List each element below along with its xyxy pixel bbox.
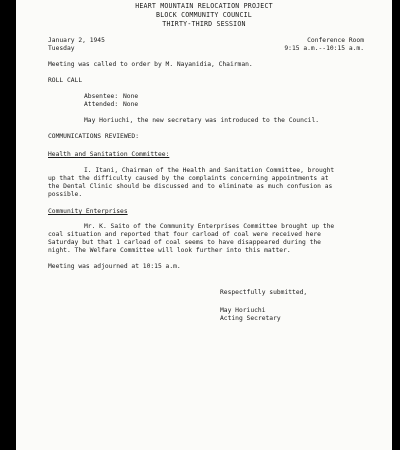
introduction-text: May Horiuchi, the new secretary was introduced to the Council. (84, 117, 320, 124)
community-paragraph-line: coal situation and reported that four carload of coal were received here (48, 231, 321, 238)
meeting-day: Tuesday (48, 45, 75, 52)
roll-call-heading: ROLL CALL (48, 77, 83, 84)
meeting-minutes (16, 0, 392, 450)
secretary-name: May Horiuchi (220, 307, 266, 314)
health-paragraph-line: the Dental Clinic should be discussed and to eliminate as much confusion as (48, 183, 333, 190)
health-paragraph-line: up that the difficulty caused by the complaints concerning appointments at (48, 175, 329, 182)
adjournment-text: Meeting was adjourned at 10:15 a.m. (48, 263, 181, 270)
community-paragraph-line: Saturday but that 1 carload of coal seems to have disappeared during the (48, 239, 321, 246)
header-council: BLOCK COMMUNITY COUNCIL (156, 11, 252, 19)
absentee-label: Absentee: (84, 93, 119, 100)
communications-heading: COMMUNICATIONS REVIEWED: (48, 133, 139, 140)
header-session: THIRTY-THIRD SESSION (162, 20, 246, 28)
health-committee-heading: Health and Sanitation Committee: (48, 151, 170, 158)
opening-statement: Meeting was called to order by M. Nayanidia, Chairman. (48, 61, 253, 68)
closing-salutation: Respectfully submitted, (220, 289, 308, 296)
meeting-location: Conference Room (307, 37, 364, 44)
document-sheet (16, 0, 392, 450)
community-enterprises-heading: Community Enterprises (48, 208, 128, 215)
attended-label: Attended: (84, 101, 119, 108)
community-paragraph-line: night. The Welfare Committee will look further into this matter. (48, 247, 291, 254)
header-project: HEART MOUNTAIN RELOCATION PROJECT (135, 2, 273, 10)
health-paragraph-line: possible. (48, 191, 83, 198)
secretary-title: Acting Secretary (220, 315, 281, 322)
community-paragraph-line: Mr. K. Saito of the Community Enterprises Committee brought up the (84, 223, 335, 230)
absentee-value: None (123, 93, 139, 100)
meeting-date: January 2, 1945 (48, 37, 105, 44)
meeting-time: 9:15 a.m.--10:15 a.m. (284, 45, 364, 52)
attended-value: None (123, 101, 139, 108)
health-paragraph-line: I. Itani, Chairman of the Health and Sanitation Committee, brought (84, 167, 335, 174)
